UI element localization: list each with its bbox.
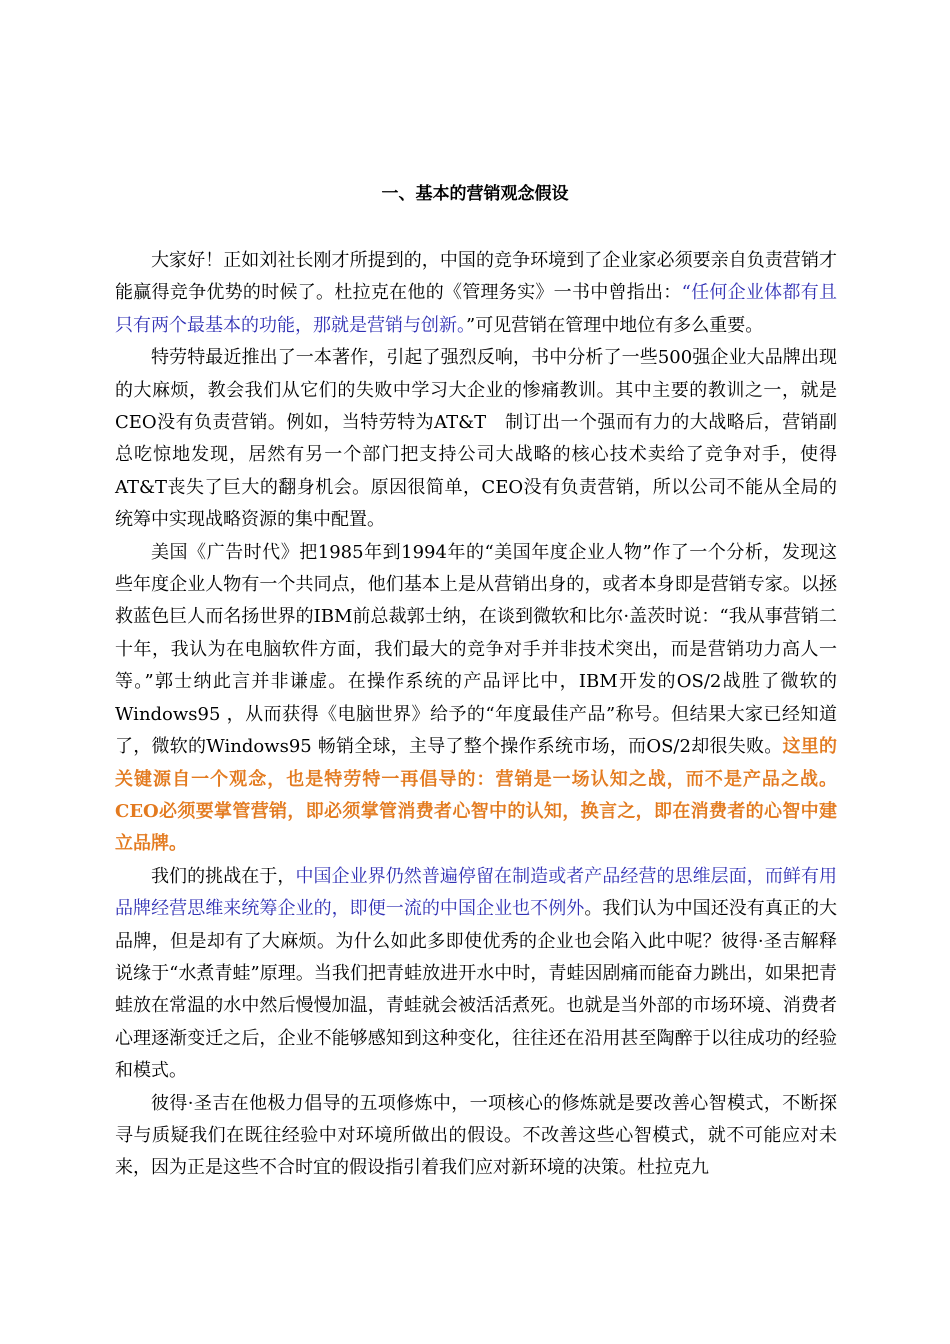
paragraph-1 bbox=[115, 245, 837, 342]
paragraph-3-text-a: 美国《广告时代》把1985年到1994年的“美国年度企业人物”作了一个分析，发现这些年度企业人物有一个共同点，他们基本上是从营销出身的，或者本身即是营销专家。以拯救蓝色巨人而名扬世界的IBM前总裁郭士纳，在谈到微软和比尔·盖茨时说：“我从事营销二十年，我认为在电脑软件方面，我们最大的竞争对手并非技术突出，而是营销功力高人一等。”郭士纳此言并非谦虚。在操作系统的产品评比中，IBM开发的OS/2战胜了微软的Windows95 ，从而获得《电脑世界》给予的“年度最佳产品”称号。但结果大家已经知道了，微软的Windows95 畅销全球，主导了整个操作系统市场，而OS/2却很失败。 bbox=[115, 541, 837, 758]
drucker-quote: “任何企业体都有且只有两个最基本的功能，那就是营销与创新。 bbox=[115, 282, 838, 336]
challenge-highlight: 中国企业界仍然普遍停留在制造或者产品经营的思维层面，而鲜有用品牌经营思维来统筹企业的，即便一流的中国企业也不例外 bbox=[115, 865, 838, 920]
paragraph-2: 特劳特最近推出了一本著作，引起了强烈反响，书中分析了一些500强企业大品牌出现的大麻烦，教会我们从它们的失败中学习大企业的惨痛教训。其中主要的教训之一，就是CEO没有负责营销。例如，当特劳特为AT&T 制订出一个强而有力的大战略后，营销副总吃惊地发现，居然有另一个部门把支持公司大战略的核心技术卖给了竞争对手，使得AT&T丧失了巨大的翻身机会。原因很简单，CEO没有负责营销，所以公司不能从全局的统筹中实现战略资源的集中配置。 bbox=[115, 347, 837, 531]
section-title: 一、基本的营销观念假设 bbox=[381, 184, 569, 204]
paragraph-1-text-a: 大家好！正如刘社长刚才所提到的，中国的竞争环境到了企业家必须要亲自负责营销才能赢得竞争优势的时候了。杜拉克在他的《管理务实》一书中曾指出： bbox=[115, 250, 837, 304]
paragraph-1-text-b: ”可见营销在管理中地位有多么重要。 bbox=[466, 314, 764, 336]
paragraph-5: 彼得·圣吉在他极力倡导的五项修炼中，一项核心的修炼就是要改善心智模式，不断探寻与质疑我们在既往经验中对环境所做出的假设。不改善这些心智模式，就不可能应对未来，因为正是这些不合时宜的假设指引着我们应对新环境的决策。杜拉克九 bbox=[115, 1092, 837, 1179]
key-concept-highlight: 这里的关键源自一个观念，也是特劳特一再倡导的：营销是一场认知之战，而不是产品之战。CEO必须要掌管营销，即必须掌管消费者心智中的认知，换言之，即在消费者的心智中建立品牌。 bbox=[115, 736, 838, 855]
document-body bbox=[115, 245, 837, 1185]
paragraph-4 bbox=[115, 861, 837, 1088]
paragraph-3 bbox=[115, 537, 837, 861]
paragraph-4-text-b: 。我们认为中国还没有真正的大品牌，但是却有了大麻烦。为什么如此多即使优秀的企业也会陷入此中呢？彼得·圣吉解释说缘于“水煮青蛙”原理。当我们把青蛙放进开水中时，青蛙因剧痛而能奋力跳出，如果把青蛙放在常温的水中然后慢慢加温，青蛙就会被活活煮死。也就是当外部的市场环境、消费者心理逐渐变迁之后，企业不能够感知到这种变化，往往还在沿用甚至陶醉于以往成功的经验和模式。 bbox=[115, 898, 838, 1082]
paragraph-4-text-a: 我们的挑战在于， bbox=[151, 865, 296, 887]
